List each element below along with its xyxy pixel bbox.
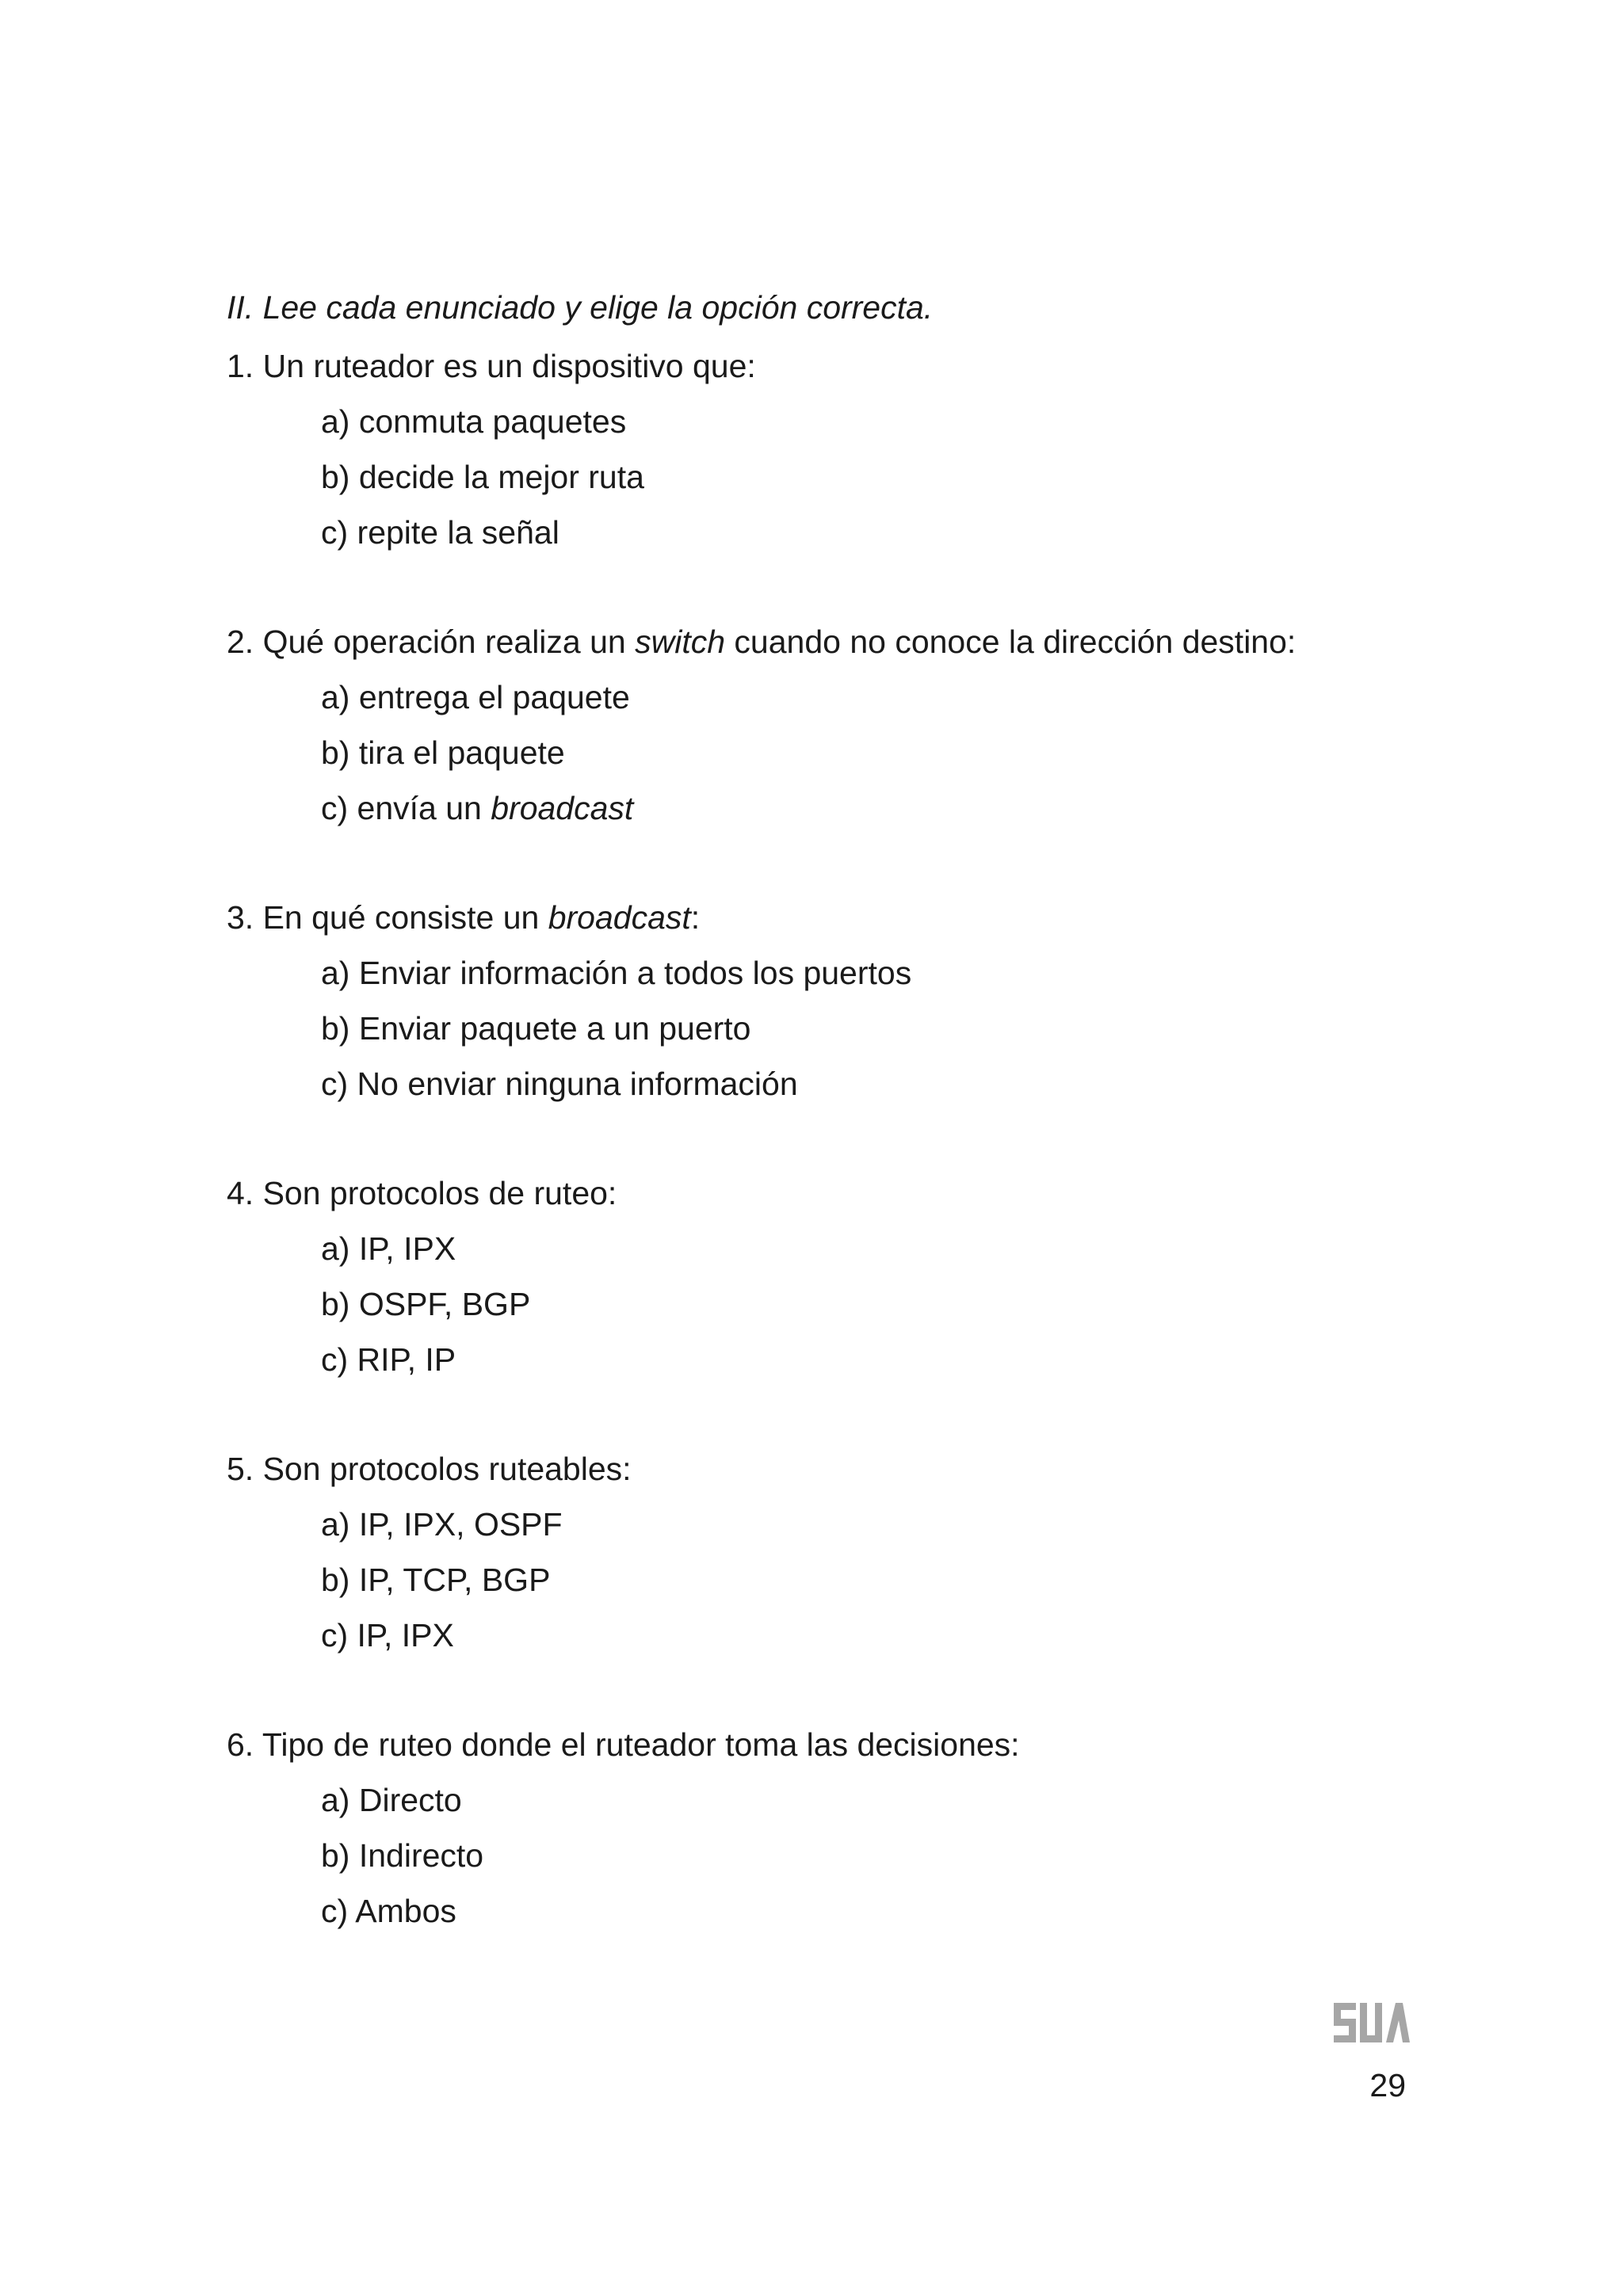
question-prompt (227, 1441, 632, 1497)
prompt-term: broadcast (548, 899, 691, 936)
option-text: a) Directo (321, 1782, 462, 1818)
option-c (227, 505, 756, 560)
option-b (227, 1552, 632, 1608)
option-text: b) decide la mejor ruta (321, 459, 644, 495)
option-text: b) Enviar paquete a un puerto (321, 1010, 751, 1047)
answer-options (227, 1497, 632, 1663)
answer-options (227, 669, 1296, 836)
question-1 (227, 338, 756, 560)
prompt-term: switch (635, 624, 726, 660)
answer-options (227, 1772, 1020, 1939)
option-c (227, 1883, 1020, 1939)
sua-logo-icon (1334, 2003, 1410, 2042)
option-text: b) Indirecto (321, 1837, 484, 1874)
answer-options (227, 1221, 617, 1387)
option-a (227, 1221, 617, 1276)
option-text: b) IP, TCP, BGP (321, 1562, 551, 1598)
option-a (227, 1772, 1020, 1828)
prompt-text-end: cuando no conoce la dirección destino: (725, 624, 1296, 660)
option-text: a) IP, IPX, OSPF (321, 1506, 563, 1543)
option-text: c) RIP, IP (321, 1341, 456, 1378)
option-b (227, 725, 1296, 780)
option-text: c) No enviar ninguna información (321, 1066, 798, 1102)
option-a (227, 669, 1296, 725)
prompt-text: 5. Son protocolos ruteables: (227, 1451, 632, 1487)
option-text: a) entrega el paquete (321, 679, 630, 715)
prompt-text: 6. Tipo de ruteo donde el ruteador toma las decisiones: (227, 1726, 1020, 1763)
option-text: a) conmuta paquetes (321, 403, 627, 440)
option-b (227, 1001, 911, 1056)
question-prompt (227, 1165, 617, 1221)
option-c (227, 1332, 617, 1387)
section-instruction: II. Lee cada enunciado y elige la opción correcta. (227, 289, 934, 326)
prompt-text: 3. En qué consiste un (227, 899, 548, 936)
page-number: 29 (1369, 2067, 1406, 2103)
question-6 (227, 1717, 1020, 1939)
option-b (227, 1276, 617, 1332)
question-4 (227, 1165, 617, 1387)
option-a (227, 394, 756, 449)
option-a (227, 945, 911, 1001)
option-text: b) tira el paquete (321, 734, 565, 771)
option-text: b) OSPF, BGP (321, 1286, 531, 1322)
option-text: c) Ambos (321, 1893, 456, 1929)
question-2 (227, 614, 1296, 836)
option-b (227, 449, 756, 505)
option-text: c) repite la señal (321, 514, 559, 551)
prompt-text: 2. Qué operación realiza un (227, 624, 636, 660)
answer-options (227, 945, 911, 1112)
question-prompt (227, 890, 911, 945)
question-prompt (227, 338, 756, 394)
option-text: a) IP, IPX (321, 1230, 456, 1267)
option-c (227, 780, 1296, 836)
option-text: c) IP, IPX (321, 1617, 454, 1653)
prompt-text-end: : (690, 899, 701, 936)
option-text: a) Enviar información a todos los puertos (321, 955, 912, 991)
option-b (227, 1828, 1020, 1883)
option-c (227, 1056, 911, 1112)
prompt-text: 1. Un ruteador es un dispositivo que: (227, 348, 756, 384)
answer-options (227, 394, 756, 560)
question-prompt (227, 1717, 1020, 1772)
option-c (227, 1608, 632, 1663)
prompt-text: 4. Son protocolos de ruteo: (227, 1175, 617, 1211)
option-text: c) envía un (321, 790, 491, 826)
question-prompt (227, 614, 1296, 669)
question-3 (227, 890, 911, 1112)
option-a (227, 1497, 632, 1552)
option-term: broadcast (491, 790, 634, 826)
question-5 (227, 1441, 632, 1663)
